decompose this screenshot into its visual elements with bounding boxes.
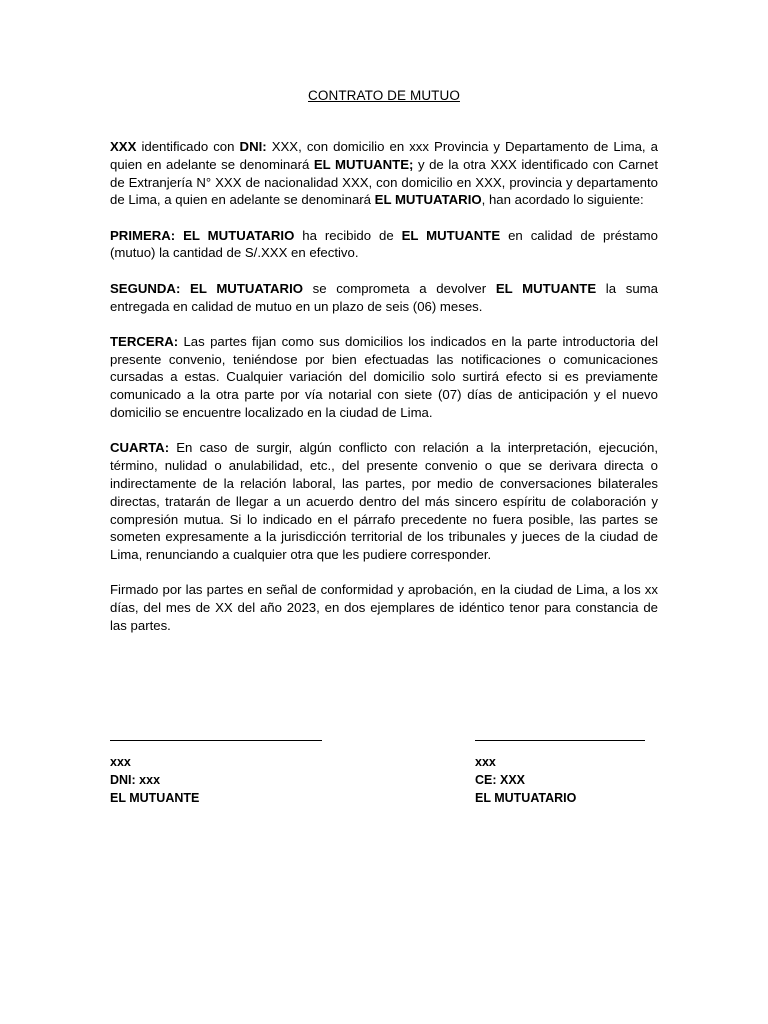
paragraph-intro <box>110 138 658 209</box>
signature-name: xxx <box>475 755 496 769</box>
signature-section <box>110 726 658 806</box>
signature-line <box>110 740 322 753</box>
text-segment: la suma entregada en calidad de mutuo en un plazo de seis (06) meses. <box>110 280 659 314</box>
bold-text-segment: CUARTA: <box>110 440 170 456</box>
signature-id: DNI: xxx <box>110 773 161 787</box>
signature-id: CE: XXX <box>475 773 526 787</box>
paragraph-tercera <box>110 333 658 422</box>
text-segment: En caso de surgir, algún conflicto con relación a la interpretación, ejecución, término, nulidad o anulabilidad, etc., del presente convenio o que se derivara directa o indirectamente de la relación laboral, las partes, por medio de conversaciones bilaterales directas, tratarán de llegar a un acuerdo dentro del más sincero espíritu de colaboración y compresión mutua. Si lo indicado en el párrafo precedente no fuera posible, las partes se someten expresamente a la jurisdicción territorial de los tribunales y jueces de la ciudad de Lima, renunciando a cualquier otra que les pudiere corresponder. <box>110 440 658 563</box>
signature-role: EL MUTUANTE <box>110 791 200 805</box>
document-title: CONTRATO DE MUTUO <box>308 88 460 103</box>
bold-text-segment: EL MUTUANTE <box>401 227 501 243</box>
paragraph-cuarta <box>110 439 658 564</box>
text-segment: Firmado por las partes en señal de conformidad y aprobación, en la ciudad de Lima, a los xx días, del mes de XX del año 2023, en dos ejemplares de idéntico tenor para constancia de las partes. <box>110 582 658 634</box>
text-segment: se comprometa a devolver <box>303 280 496 296</box>
bold-text-segment: TERCERA: <box>110 333 179 349</box>
signature-line <box>475 740 645 753</box>
paragraph-firmado <box>110 581 658 634</box>
text-segment: y de la otra XXX identificado con Carnet de Extranjería N° XXX de nacionalidad XXX, con domicilio en XXX, provincia y departamento de Lima, a quien en adelante se denominará <box>110 156 658 208</box>
signature-block-mutuatario <box>475 726 645 807</box>
text-segment: XXX, con domicilio en xxx Provincia y Departamento de Lima, a quien en adelante se denominará <box>110 139 658 172</box>
signature-role: EL MUTUATARIO <box>475 791 577 805</box>
bold-text-segment: EL MUTUATARIO <box>374 192 482 208</box>
bold-text-segment: PRIMERA: EL MUTUATARIO <box>110 227 295 243</box>
signature-name: xxx <box>110 755 131 769</box>
text-segment: Las partes fijan como sus domicilios los indicados en la parte introductoria del presente convenio, teniéndose por bien efectuadas las notificaciones o comunicaciones cursadas a estas. Cualquier variación del domicilio solo surtirá efecto si es previamente comunicado a la otra parte por vía notarial con siete (07) días de anticipación y el nuevo domicilio se encuentre localizado en la ciudad de Lima. <box>110 333 658 421</box>
text-segment: en calidad de préstamo (mutuo) la cantidad de S/.XXX en efectivo. <box>110 227 658 261</box>
paragraph-primera <box>110 227 658 263</box>
text-segment: identificado con <box>136 139 240 154</box>
text-segment: ha recibido de <box>294 227 402 243</box>
paragraph-segunda <box>110 280 658 316</box>
bold-text-segment: XXX <box>110 139 137 154</box>
bold-text-segment: DNI: <box>239 139 267 154</box>
bold-text-segment: SEGUNDA: EL MUTUATARIO <box>110 280 303 296</box>
document-body <box>110 138 658 652</box>
text-segment: , han acordado lo siguiente: <box>481 192 644 208</box>
signature-block-mutuante <box>110 726 322 807</box>
bold-text-segment: EL MUTUANTE <box>495 280 597 296</box>
bold-text-segment: EL MUTUANTE; <box>313 156 414 172</box>
